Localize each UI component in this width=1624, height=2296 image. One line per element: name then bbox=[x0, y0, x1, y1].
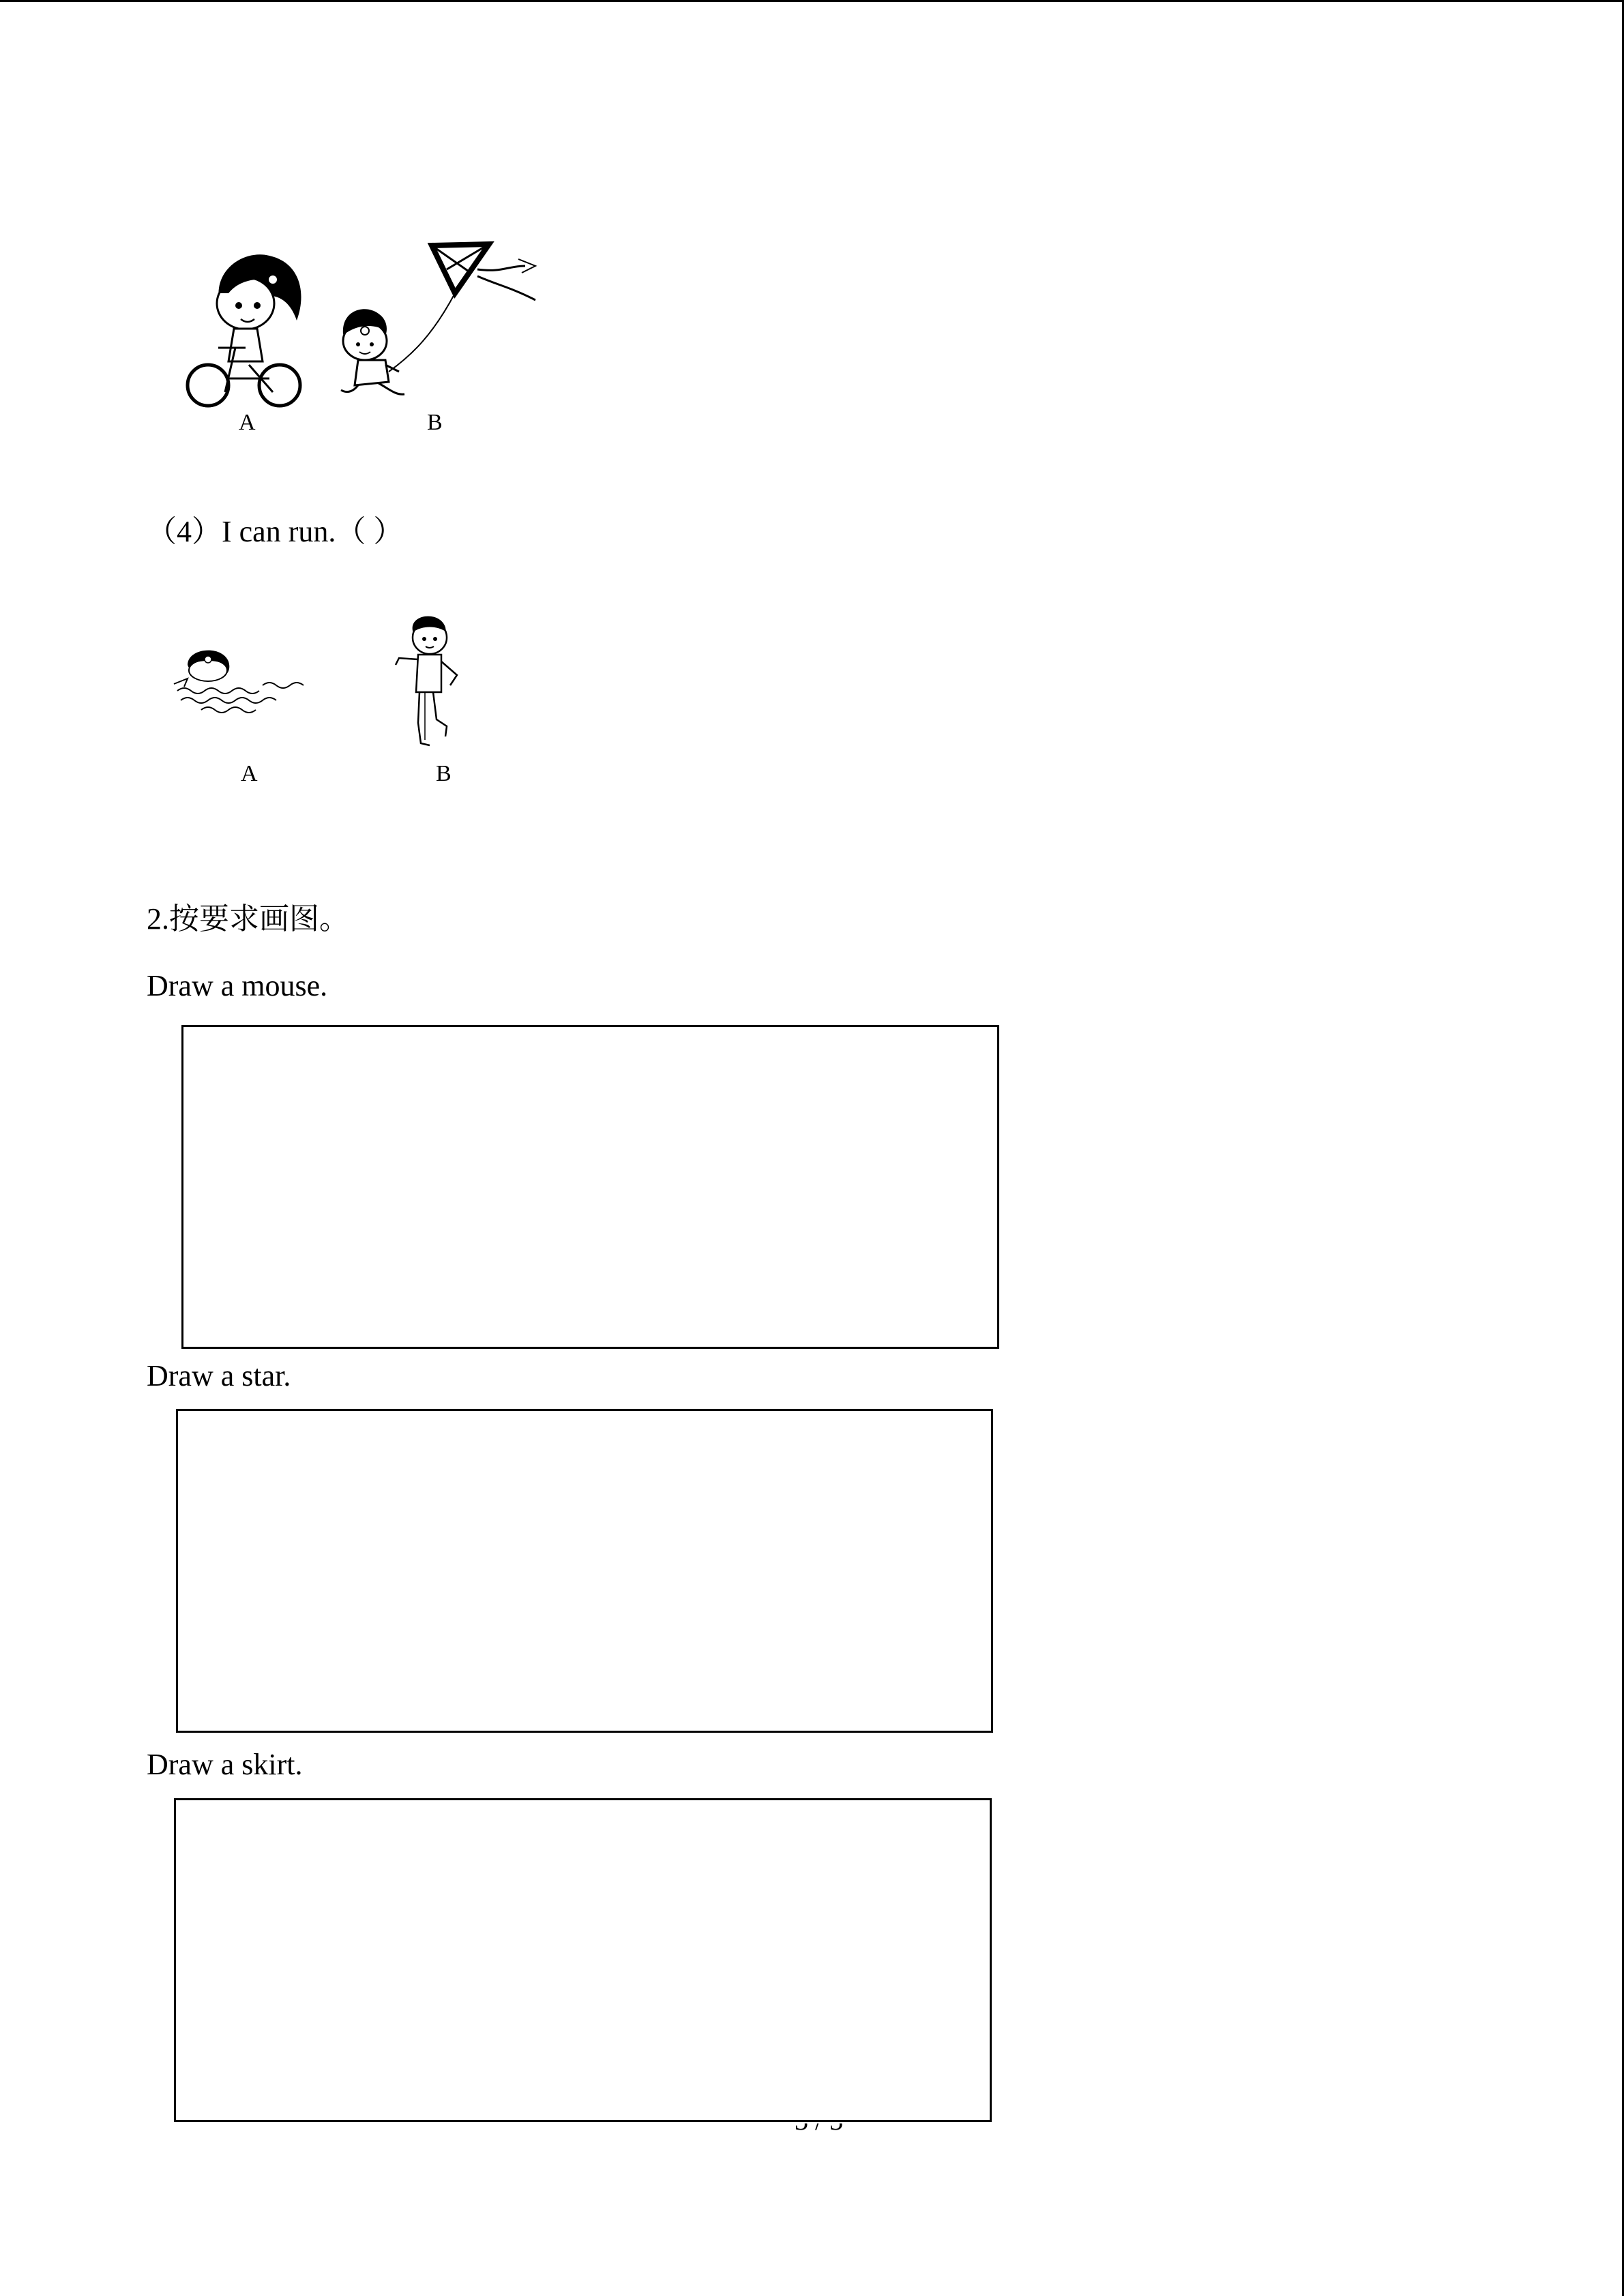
boy-running-icon bbox=[392, 610, 474, 754]
drawing-box-mouse[interactable] bbox=[181, 1025, 999, 1349]
figure-label-a: A bbox=[239, 410, 256, 435]
girl-on-bicycle-icon bbox=[181, 245, 317, 409]
instruction-draw-skirt: Draw a skirt. bbox=[147, 1748, 303, 1781]
section-2-heading: 2.按要求画图。 bbox=[147, 902, 349, 936]
page-border-top bbox=[0, 0, 1624, 2]
figure-label-b: B bbox=[436, 761, 452, 786]
figure-label-a: A bbox=[241, 761, 258, 786]
question-4-prompt: （4）I can run.（ ） bbox=[147, 515, 404, 548]
instruction-draw-star: Draw a star. bbox=[147, 1359, 291, 1392]
drawing-box-skirt[interactable] bbox=[174, 1798, 992, 2122]
figure-label-b: B bbox=[427, 410, 443, 435]
girl-swimming-icon bbox=[174, 644, 317, 726]
drawing-box-star[interactable] bbox=[176, 1409, 993, 1733]
girl-flying-kite-icon bbox=[338, 239, 563, 409]
instruction-draw-mouse: Draw a mouse. bbox=[147, 969, 328, 1002]
